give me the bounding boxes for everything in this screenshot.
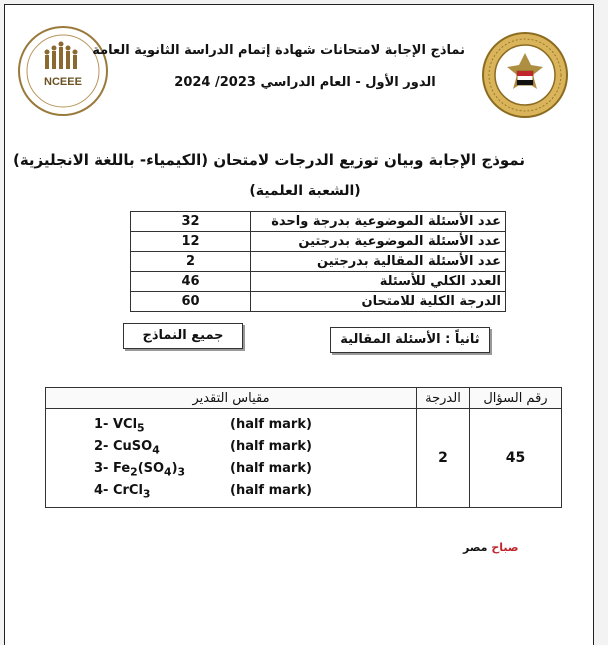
question-number-cell: 45 — [469, 409, 561, 508]
criteria-line — [46, 480, 416, 502]
page-subtitle: (الشعبة العلمية) — [249, 183, 361, 199]
page-title: نموذج الإجابة وبيان توزيع الدرجات لامتحان (الكيمياء- باللغة الانجليزية) — [12, 151, 525, 169]
header-line-2: الدور الأول - العام الدراسي 2023/ 2024 — [174, 75, 436, 90]
watermark-part-2: مصر — [463, 541, 488, 554]
watermark — [463, 541, 519, 554]
answer-mark: (half mark) — [230, 461, 312, 476]
table-header-row — [46, 388, 562, 409]
summary-table — [130, 211, 506, 312]
document-page — [4, 4, 594, 645]
summary-label: العدد الكلي للأسئلة — [251, 272, 506, 292]
essay-section-label: ثانياً : الأسئلة المقالية — [330, 327, 490, 353]
answer-formula: 3- $Fe_2(SO_4)_3$ — [94, 461, 186, 479]
header-line-1: نماذج الإجابة لامتحانات شهادة إتمام الدراسة الثانوية العامة — [92, 43, 465, 58]
grade-header: الدرجة — [417, 388, 470, 409]
table-row — [131, 252, 506, 272]
table-row — [46, 409, 562, 508]
table-row — [131, 272, 506, 292]
summary-value: 60 — [131, 292, 251, 312]
answer-formula: 2- CuSO$_4$ — [94, 439, 160, 457]
summary-label: عدد الأسئلة الموضوعية بدرجتين — [251, 232, 506, 252]
question-number-header: رقم السؤال — [469, 388, 561, 409]
answer-formula: 4- CrCl$_3$ — [94, 483, 151, 501]
table-row — [131, 212, 506, 232]
criteria-line — [46, 436, 416, 458]
criteria-header: مقياس التقدير — [46, 388, 417, 409]
nceee-logo — [17, 25, 109, 117]
answer-table — [45, 387, 562, 508]
summary-value: 12 — [131, 232, 251, 252]
answer-mark: (half mark) — [230, 417, 312, 432]
summary-label: عدد الأسئلة الموضوعية بدرجة واحدة — [251, 212, 506, 232]
answer-formula: 1- VCl$_5$ — [94, 417, 145, 435]
nceee-logo-text: NCEEE — [44, 76, 82, 88]
table-row — [131, 292, 506, 312]
answer-mark: (half mark) — [230, 439, 312, 454]
table-row — [131, 232, 506, 252]
summary-label: الدرجة الكلية للامتحان — [251, 292, 506, 312]
criteria-line — [46, 458, 416, 480]
summary-value: 32 — [131, 212, 251, 232]
grade-cell: 2 — [417, 409, 470, 508]
ministry-seal-logo — [481, 31, 569, 119]
answer-mark: (half mark) — [230, 483, 312, 498]
summary-value: 46 — [131, 272, 251, 292]
summary-label: عدد الأسئلة المقالية بدرجتين — [251, 252, 506, 272]
criteria-cell — [46, 409, 417, 508]
criteria-line — [46, 414, 416, 436]
watermark-part-1: صباح — [491, 541, 519, 554]
summary-value: 2 — [131, 252, 251, 272]
all-models-label: جميع النماذج — [123, 323, 243, 349]
